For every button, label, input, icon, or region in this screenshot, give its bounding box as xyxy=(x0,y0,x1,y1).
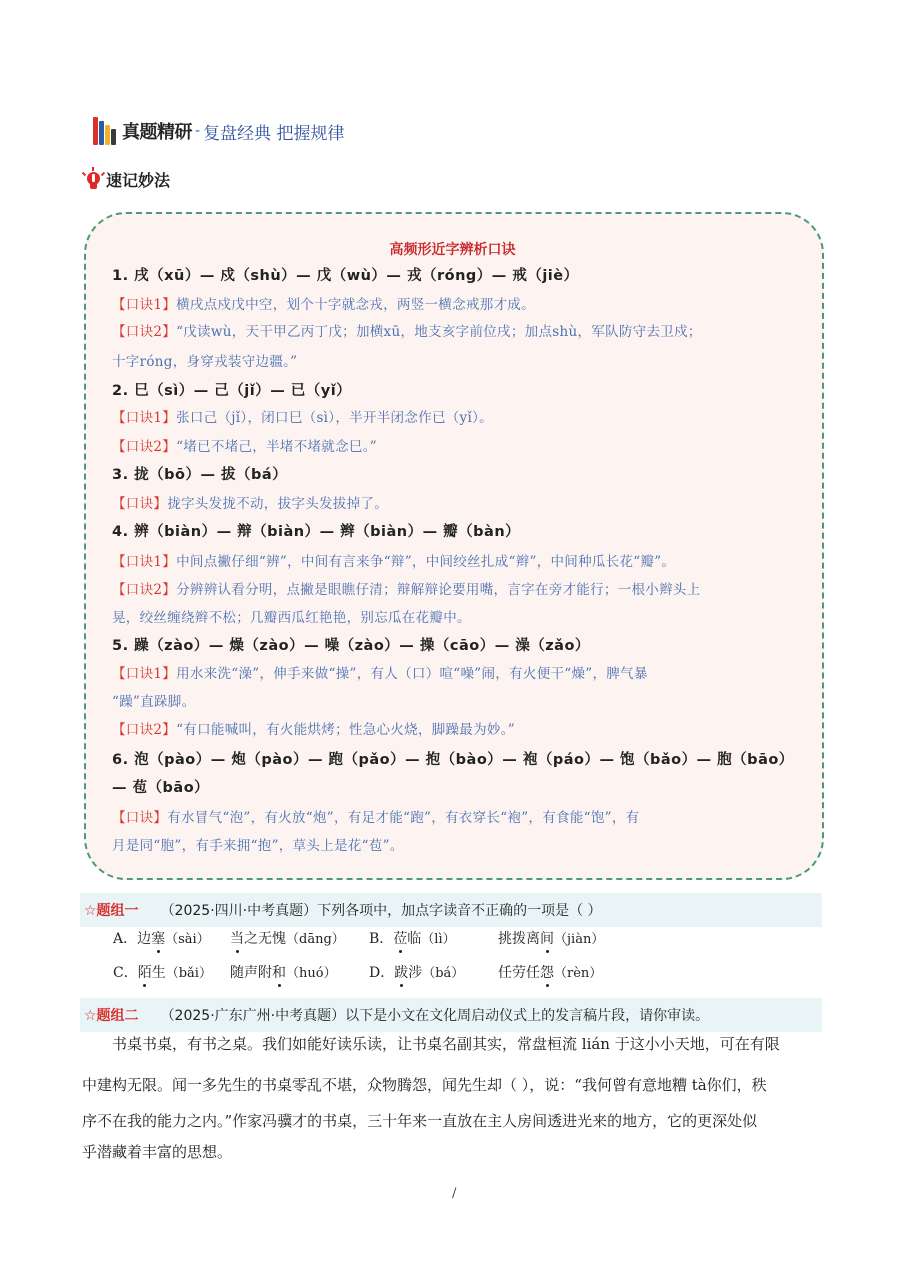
mnemonic-rule xyxy=(112,408,812,428)
rule-tag: 【口诀1】 xyxy=(112,554,177,570)
mnemonic-item xyxy=(112,750,812,770)
page-number: / xyxy=(452,1186,457,1201)
line-text: — 苞（bāo） xyxy=(112,780,210,796)
line-text: “堵已不堵己，半堵不堵就念巳。” xyxy=(176,439,377,455)
mnemonic-rule xyxy=(112,437,812,457)
header-subtitle: 复盘经典 把握规律 xyxy=(203,123,345,144)
mnemonic-rule xyxy=(112,580,812,600)
mnemonic-item xyxy=(112,778,812,798)
mnemonic-rule xyxy=(112,295,812,315)
rule-tag: 【口诀2】 xyxy=(112,722,177,738)
option-pinyin: （dāng） xyxy=(286,932,345,947)
option-pinyin: （lì） xyxy=(421,932,456,947)
answer-option xyxy=(498,962,602,982)
option-word: 莅临 xyxy=(393,931,422,947)
passage-line: 乎潜藏着丰富的思想。 xyxy=(82,1143,233,1161)
mnemonic-item xyxy=(112,522,812,542)
line-text: 十字róng，身穿戎装守边疆。” xyxy=(112,354,298,370)
line-text: 有水冒气“泡”，有火放“炮”，有足才能“跑”，有衣穿长“袍”，有食能“饱”，有 xyxy=(167,810,640,826)
line-text: “戊读wù，天干甲乙丙丁戊；加横xū，地支亥字前位戌；加点shù，军队防守去卫戍； xyxy=(176,324,702,340)
mnemonic-rule xyxy=(112,836,812,856)
mnemonic-rule xyxy=(112,692,812,712)
answer-option xyxy=(113,928,210,948)
header-title: 真题精研 xyxy=(122,122,192,143)
line-text: 用水来洗“澡”，伸手来做“操”，有人（口）喧“噪”闹，有火便干“燥”，脾气暴 xyxy=(176,666,648,682)
question-1-bar xyxy=(80,893,822,927)
answer-option xyxy=(230,962,337,982)
lightbulb-icon xyxy=(82,169,104,191)
line-text: 中间点撇仔细“辨”，中间有言来争“辩”，中间绞丝扎成“辫”，中间种瓜长花“瓣”。 xyxy=(176,554,676,570)
option-word: 陌生 xyxy=(137,965,166,981)
books-icon xyxy=(92,117,120,145)
mnemonic-item xyxy=(112,266,812,286)
section-title: 速记妙法 xyxy=(106,171,171,190)
rule-tag: 【口诀1】 xyxy=(112,410,177,426)
line-text: “有口能喊叫，有火能烘烤；性急心火烧，脚躁最为妙。” xyxy=(176,722,515,738)
answer-option xyxy=(369,928,456,948)
box-title: 高频形近字辨析口诀 xyxy=(389,242,516,258)
option-pinyin: （bǎi） xyxy=(165,966,212,981)
line-text: 张口己（jǐ），闭口巳（sì），半开半闭念作已（yǐ）。 xyxy=(176,410,493,426)
mnemonic-item xyxy=(112,636,812,656)
option-pinyin: （bá） xyxy=(422,966,465,981)
passage-line: 中建构无限。闻一多先生的书桌零乱不堪，众物腾怨，闻先生却（ ），说：“我何曾有意地糟 tà你们，秩 xyxy=(82,1076,767,1094)
question-2-text: （2025·广东广州·中考真题）以下是小文在文化周启动仪式上的发言稿片段，请你审读。 xyxy=(160,1008,710,1024)
option-letter: C． xyxy=(113,965,138,981)
option-word: 当之无愧 xyxy=(230,931,286,947)
rule-tag: 【口诀1】 xyxy=(112,666,177,682)
option-word: 随声附和 xyxy=(230,965,286,981)
question-1-label: ☆题组一 xyxy=(84,903,139,919)
line-text: 分辨辨认看分明，点撇是眼瞧仔清；辩解辩论要用嘴，言字在旁才能行；一根小辫头上 xyxy=(176,582,701,598)
option-word: 边塞 xyxy=(137,931,166,947)
answer-option xyxy=(498,928,604,948)
rule-tag: 【口诀2】 xyxy=(112,439,177,455)
line-text: 横戌点戍戊中空，划个十字就念戎，两竖一横念戒那才成。 xyxy=(176,297,535,313)
line-text: 6. 泡（pào）— 炮（pào）— 跑（pǎo）— 抱（bào）— 袍（páo）— 饱（bǎo）— 胞（bāo） xyxy=(112,752,794,768)
line-text: 晃，绞丝缠绕辫不松；几瓣西瓜红艳艳，别忘瓜在花瓣中。 xyxy=(112,610,471,626)
option-pinyin: （huó） xyxy=(286,966,337,981)
option-letter: B． xyxy=(369,931,394,947)
mnemonic-rule xyxy=(112,552,812,572)
mnemonic-rule xyxy=(112,608,812,628)
question-2-label: ☆题组二 xyxy=(84,1008,139,1024)
line-text: 拢字头发拢不动，拔字头发拔掉了。 xyxy=(167,496,389,512)
mnemonic-rule xyxy=(112,808,812,828)
mnemonic-rule xyxy=(112,494,812,514)
rule-tag: 【口诀1】 xyxy=(112,297,177,313)
rule-tag: 【口诀】 xyxy=(112,810,168,826)
line-text: 月是同“胞”，有手来拥“抱”，草头上是花“苞”。 xyxy=(112,838,404,854)
section-heading xyxy=(82,168,170,191)
line-text: “躁”直跺脚。 xyxy=(112,694,196,710)
option-pinyin: （jiàn） xyxy=(554,932,605,947)
line-text: 1. 戌（xū）— 戍（shù）— 戊（wù）— 戎（róng）— 戒（jiè） xyxy=(112,268,579,284)
question-2-bar xyxy=(80,998,822,1032)
option-pinyin: （rèn） xyxy=(554,966,603,981)
option-letter: D． xyxy=(369,965,395,981)
rule-tag: 【口诀2】 xyxy=(112,324,177,340)
rule-tag: 【口诀2】 xyxy=(112,582,177,598)
answer-option xyxy=(369,962,464,982)
option-letter: A． xyxy=(113,931,138,947)
mnemonic-item xyxy=(112,381,812,401)
option-word: 挑拨离间 xyxy=(498,931,554,947)
mnemonic-rule xyxy=(112,322,812,342)
option-pinyin: （sài） xyxy=(165,932,210,947)
option-word: 任劳任怨 xyxy=(498,965,554,981)
page-header xyxy=(92,116,344,146)
mnemonic-item xyxy=(112,465,812,485)
answer-option xyxy=(113,962,212,982)
mnemonic-rule xyxy=(112,352,812,372)
line-text: 5. 躁（zào）— 燥（zào）— 噪（zào）— 操（cāo）— 澡（zǎo） xyxy=(112,638,590,654)
line-text: 3. 拢（bō）— 拔（bá） xyxy=(112,467,288,483)
answer-option xyxy=(230,928,345,948)
line-text: 4. 辨（biàn）— 辩（biàn）— 辫（biàn）— 瓣（bàn） xyxy=(112,524,521,540)
mnemonic-rule xyxy=(112,664,812,684)
mnemonic-rule xyxy=(112,720,812,740)
question-1-text: （2025·四川·中考真题）下列各项中，加点字读音不正确的一项是（ ） xyxy=(160,903,602,919)
line-text: 2. 巳（sì）— 己（jǐ）— 已（yǐ） xyxy=(112,383,352,399)
passage-line: 书桌书桌，有书之桌。我们如能好读乐读，让书桌名副其实，常盘桓流 lián 于这小小天地，可在有限 xyxy=(112,1035,780,1053)
passage-line: 序不在我的能力之内。”作家冯骥才的书桌，三十年来一直放在主人房间透进光来的地方，它的更深处似 xyxy=(82,1112,758,1130)
rule-tag: 【口诀】 xyxy=(112,496,168,512)
header-separator: - xyxy=(195,123,201,139)
option-word: 跋涉 xyxy=(394,965,423,981)
